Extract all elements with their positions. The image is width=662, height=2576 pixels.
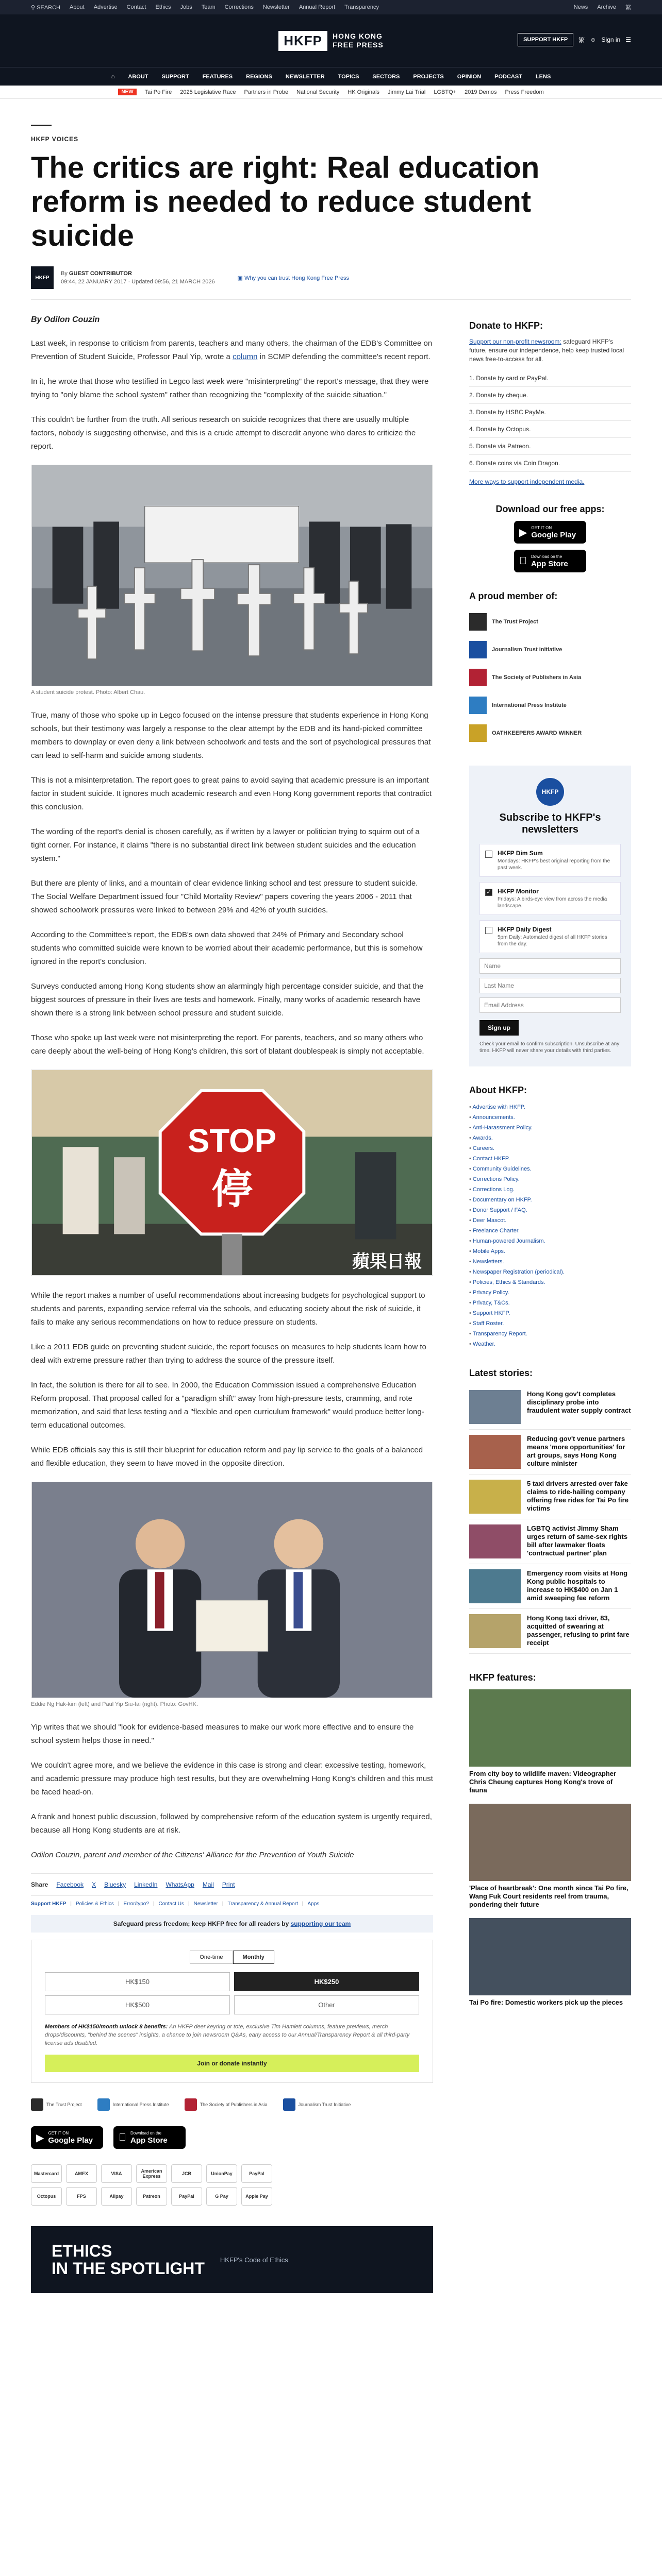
- payment-logo: FPS: [66, 2187, 97, 2206]
- user-icon[interactable]: ☺: [590, 36, 597, 43]
- about-link[interactable]: • Human-powered Journalism.: [469, 1236, 631, 1246]
- trending-link[interactable]: HK Originals: [347, 89, 380, 95]
- paragraph: A frank and honest public discussion, followed by comprehensive reform of the education system is urgently required, because all Hong Kong students are at risk.: [31, 1812, 432, 1835]
- about-link[interactable]: • Staff Roster.: [469, 1318, 631, 1329]
- newsletter-desc: Fridays: A birds-eye view from across the media landscape.: [498, 896, 607, 909]
- about-link[interactable]: • Privacy Policy.: [469, 1287, 631, 1298]
- about-link[interactable]: • Careers.: [469, 1143, 631, 1154]
- logo-mark: HKFP: [278, 31, 327, 51]
- story-item[interactable]: [469, 1475, 631, 1519]
- about-link[interactable]: • Anti-Harassment Policy.: [469, 1123, 631, 1133]
- support-button[interactable]: SUPPORT HKFP: [518, 33, 573, 46]
- donate-option[interactable]: 1. Donate by card or PayPal.: [469, 370, 631, 387]
- sidebar-heading: A proud member of:: [469, 591, 558, 601]
- trending-link[interactable]: Jimmy Lai Trial: [388, 89, 426, 95]
- sopa-icon: [185, 2098, 197, 2111]
- sidebar-heading: Latest stories:: [469, 1368, 533, 1378]
- story-item[interactable]: [469, 1564, 631, 1609]
- app-store-button[interactable]: Download on the App Store: [514, 550, 586, 572]
- story-thumbnail: [469, 1390, 521, 1424]
- member-badge[interactable]: International Press Institute: [469, 691, 631, 719]
- masthead: [0, 14, 662, 67]
- amount-options: [45, 1972, 419, 2014]
- member-badge[interactable]: OATHKEEPERS AWARD WINNER: [469, 719, 631, 747]
- share-mail[interactable]: Mail: [202, 1881, 214, 1888]
- sopa-icon: [469, 669, 487, 686]
- feature-title: From city boy to wildlife maven: Videographer Chris Cheung captures Hong Kong's trove of fauna: [469, 1770, 617, 1794]
- ethics-subtitle: HKFP's Code of Ethics: [220, 2256, 288, 2264]
- nav-item[interactable]: TOPICS: [338, 73, 359, 80]
- oathkeepers-icon: [469, 724, 487, 742]
- utility-link[interactable]: Jobs: [180, 4, 192, 10]
- nav-item[interactable]: ABOUT: [128, 73, 148, 80]
- utility-link[interactable]: Team: [201, 4, 216, 10]
- stop-sign-text: STOP: [187, 1123, 277, 1160]
- payment-logo: UnionPay: [206, 2164, 237, 2183]
- share-print[interactable]: Print: [222, 1881, 235, 1888]
- share-linkedin[interactable]: LinkedIn: [134, 1881, 158, 1888]
- about-link[interactable]: • Announcements.: [469, 1112, 631, 1123]
- newsletter-desc: 5pm Daily: Automated digest of all HKFP stories from the day.: [498, 935, 607, 947]
- about-link[interactable]: • Newspaper Registration (periodical).: [469, 1267, 631, 1277]
- footer-link[interactable]: Error/typo?: [123, 1901, 149, 1907]
- trust-project-badge[interactable]: The Trust Project: [31, 2098, 82, 2111]
- donate-option[interactable]: 2. Donate by cheque.: [469, 387, 631, 404]
- feature-item[interactable]: [469, 1689, 631, 1794]
- paragraph: The wording of the report's denial is chosen carefully, as if written by a lawyer or politician trying to squirm out of a tight corner. For instance, it claims "there is no substantial direct link between student suicides and the education system.": [31, 827, 420, 863]
- donation-widget: [31, 1940, 433, 2083]
- feature-item[interactable]: [469, 1918, 631, 2007]
- story-thumbnail: [469, 1435, 521, 1469]
- checkbox[interactable]: [485, 927, 492, 934]
- newsletter-option[interactable]: [479, 882, 621, 915]
- payment-logo: G Pay: [206, 2187, 237, 2206]
- checkbox[interactable]: [485, 851, 492, 858]
- sopa-badge[interactable]: The Society of Publishers in Asia: [185, 2098, 268, 2111]
- trending-link[interactable]: 2019 Demos: [465, 89, 497, 95]
- feature-image: [469, 1918, 631, 1995]
- trending-link[interactable]: National Security: [296, 89, 340, 95]
- trust-project-icon: [469, 613, 487, 631]
- article-header: [0, 99, 662, 300]
- payment-logo: AMEX: [66, 2164, 97, 2183]
- nav-item[interactable]: SUPPORT: [161, 73, 189, 80]
- paragraph: Those who spoke up last week were not misinterpreting the report. For parents, teachers, and so many others who care deeply about the well-being of Hong Kong's children, this sort of blatant doublespeak is simply not acceptable.: [31, 1033, 424, 1056]
- share-label: Share: [31, 1881, 48, 1888]
- nav-item[interactable]: REGIONS: [246, 73, 272, 80]
- nav-item[interactable]: FEATURES: [202, 73, 233, 80]
- member-section: [469, 591, 631, 747]
- divider: |: [153, 1901, 155, 1907]
- paragraph: But there are plenty of links, and a mountain of clear evidence linking school and test pressure to student suicide. The Social Welfare Department issued four "Child Mortality Review" papers covering the years 2006 - 2011 that showed schoolwork pressures were linked to between 29% and 42% of youth suicides.: [31, 879, 418, 914]
- nav-item[interactable]: PROJECTS: [413, 73, 444, 80]
- about-link[interactable]: • Contact HKFP.: [469, 1154, 631, 1164]
- utility-link[interactable]: Transparency: [344, 4, 379, 10]
- benefits-lead: Members of HK$150/month unlock 8 benefits:: [45, 2024, 168, 2030]
- story-thumbnail: [469, 1480, 521, 1514]
- nav-item[interactable]: PODCAST: [494, 73, 522, 80]
- latest-stories: [469, 1368, 631, 1654]
- divider: |: [70, 1901, 72, 1907]
- feature-image: [469, 1689, 631, 1767]
- app-store-button[interactable]: Download on the App Store: [113, 2126, 186, 2149]
- divider: |: [302, 1901, 304, 1907]
- feature-title: Tai Po fire: Domestic workers pick up the pieces: [469, 1998, 623, 2006]
- article-author: By Odilon Couzin: [31, 315, 100, 324]
- about-link[interactable]: • Advertise with HKFP.: [469, 1102, 631, 1112]
- story-thumbnail: [469, 1524, 521, 1558]
- donate-intro: Support our non-profit newsroom: safeguard HKFP's future, ensure our independence, help keep trusted local news free-to-access for all.: [469, 338, 624, 363]
- about-link[interactable]: • Corrections Policy.: [469, 1174, 631, 1184]
- feature-title: 'Place of heartbreak': One month since Tai Po fire, Wang Fuk Court residents reel from trauma, pondering their future: [469, 1884, 628, 1908]
- story-title: LGBTQ activist Jimmy Sham urges return of same-sex rights bill after lawmaker floats 'contractual partner' plan: [527, 1524, 628, 1557]
- about-link[interactable]: • Weather.: [469, 1339, 631, 1349]
- last-name-input[interactable]: [479, 978, 621, 993]
- feature-item[interactable]: [469, 1804, 631, 1909]
- apple-icon: [519, 555, 527, 567]
- stop-sign-zh: 停: [211, 1165, 253, 1213]
- member-badges-row: [31, 2098, 433, 2111]
- payment-methods: [31, 2164, 433, 2206]
- newsletter-desc: Mondays: HKFP's best original reporting from the past week.: [498, 858, 610, 871]
- benefits-text: An HKFP deer keyring or tote, exclusive Tim Hamlett columns, feature previews, merch drops/discounts, "behind the scenes" insights, a chance to join newsroom Q&As, early access to our Annual/Transparency Report & all third-party license ads disabled.: [45, 2024, 410, 2046]
- apps-section: [469, 504, 631, 572]
- trending-link[interactable]: Press Freedom: [505, 89, 544, 95]
- article-body: [31, 300, 433, 2293]
- utility-bar: [0, 0, 662, 14]
- frequency-toggle: [45, 1951, 419, 1964]
- about-link[interactable]: • Awards.: [469, 1133, 631, 1143]
- signin-link[interactable]: Sign in: [601, 36, 621, 43]
- footer-link[interactable]: Transparency & Annual Report: [227, 1901, 298, 1907]
- kicker-rule: [31, 125, 52, 126]
- features-section: [469, 1672, 631, 2007]
- logo-wordmark: [333, 32, 384, 49]
- monthly-option[interactable]: Monthly: [233, 1951, 274, 1964]
- byline-meta: [61, 269, 215, 286]
- newsletter-name: HKFP Daily Digest: [498, 926, 552, 933]
- donate-option[interactable]: 5. Donate via Patreon.: [469, 438, 631, 455]
- more-ways-link[interactable]: More ways to support independent media.: [469, 478, 585, 485]
- jti-icon: [469, 641, 487, 658]
- paragraph: This is not a misinterpretation. The report goes to great pains to avoid saying that academic pressure is an important factor in student suicide. It ignores much academic research and even Hong Kong government reports that contradict this conclusion.: [31, 776, 432, 811]
- hkfp-badge: HKFP: [536, 778, 564, 806]
- donate-option[interactable]: 4. Donate by Octopus.: [469, 421, 631, 438]
- donate-option[interactable]: 6. Donate coins via Coin Dragon.: [469, 455, 631, 472]
- first-name-input[interactable]: [479, 958, 621, 974]
- paragraph: While the report makes a number of useful recommendations about increasing budgets for psychological support to students and parents, expanding service referral via the schools, and educating society about the risk of suicide, it fails to make any serious recommendations on how to reduce pressure on students.: [31, 1291, 425, 1327]
- trending-link[interactable]: LGBTQ+: [434, 89, 457, 95]
- jti-icon: [283, 2098, 295, 2111]
- trust-link[interactable]: ▣ Why you can trust Hong Kong Free Press: [237, 275, 350, 281]
- email-input[interactable]: [479, 997, 621, 1013]
- sidebar-heading: HKFP features:: [469, 1672, 536, 1683]
- footer-link[interactable]: Support HKFP: [31, 1901, 67, 1907]
- story-item[interactable]: [469, 1519, 631, 1564]
- author-bio: Odilon Couzin, parent and member of the Citizens' Alliance for the Prevention of Youth Suicide: [31, 1851, 354, 1859]
- byline-author[interactable]: GUEST CONTRIBUTOR: [69, 270, 132, 277]
- member-benefits: [45, 2023, 419, 2047]
- checkbox-checked[interactable]: ✓: [485, 889, 492, 896]
- paragraph: We couldn't agree more, and we believe the evidence in this case is strong and clear: excessive testing, homework, and academic pressure may produce high test results, but they are overwhelming Hong Kong's children and this must be faced head-on.: [31, 1761, 433, 1797]
- feature-image: [469, 1804, 631, 1881]
- about-link[interactable]: • Community Guidelines.: [469, 1164, 631, 1174]
- newsletter-option[interactable]: [479, 844, 621, 877]
- share-facebook[interactable]: Facebook: [56, 1881, 84, 1888]
- sidebar: [469, 300, 631, 2293]
- donate-options: [469, 370, 631, 472]
- article-kicker[interactable]: HKFP VOICES: [31, 135, 79, 143]
- payment-logo: Apple Pay: [241, 2187, 272, 2206]
- content-wrap: [0, 300, 662, 2293]
- about-link[interactable]: • Newsletters.: [469, 1257, 631, 1267]
- story-title: Reducing gov't venue partners means 'more opportunities' for art groups, says Hong Kong culture minister: [527, 1435, 625, 1467]
- divider: |: [188, 1901, 190, 1907]
- about-link[interactable]: • Support HKFP.: [469, 1308, 631, 1318]
- story-item[interactable]: [469, 1385, 631, 1430]
- app-buttons: [31, 2126, 433, 2149]
- member-badge[interactable]: The Trust Project: [469, 608, 631, 636]
- home-icon[interactable]: ⌂: [111, 73, 115, 80]
- one-time-option[interactable]: One-time: [190, 1951, 233, 1964]
- share-bar: [31, 1873, 433, 1888]
- utility-link[interactable]: Newsletter: [262, 4, 290, 10]
- logo-line: FREE PRESS: [333, 41, 384, 49]
- paragraph: In fact, the solution is there for all to see. In 2000, the Education Commission issued a comprehensive Education Reform proposal. That proposal called for a "paradigm shift" away from high-pressure tests, cramming, and rote memorization, and said that less testing and a "flexible and open curriculum framework" would produce better long-term educational outcomes.: [31, 1381, 424, 1430]
- payment-logo: Alipay: [101, 2187, 132, 2206]
- utility-link[interactable]: Contact: [126, 4, 146, 10]
- payment-logo: Mastercard: [31, 2164, 62, 2183]
- ethics-title: ETHICS: [52, 2242, 112, 2260]
- nav-item[interactable]: NEWSLETTER: [285, 73, 325, 80]
- nav-item[interactable]: SECTORS: [372, 73, 400, 80]
- donate-option[interactable]: 3. Donate by HSBC PayMe.: [469, 404, 631, 421]
- signup-button[interactable]: Sign up: [479, 1020, 519, 1036]
- share-x[interactable]: X: [92, 1881, 96, 1888]
- support-link[interactable]: Support our non-profit newsroom:: [469, 338, 561, 345]
- about-link[interactable]: • Privacy, T&Cs.: [469, 1298, 631, 1308]
- google-play-icon: ▶: [36, 2132, 44, 2144]
- utility-link[interactable]: Archive: [597, 4, 616, 10]
- member-badge[interactable]: The Society of Publishers in Asia: [469, 664, 631, 691]
- amount-option-selected[interactable]: HK$250: [234, 1972, 419, 1991]
- utility-link[interactable]: About: [69, 4, 85, 10]
- author-avatar: HKFP: [31, 266, 54, 289]
- search-link[interactable]: ⚲ SEARCH: [31, 4, 60, 11]
- story-thumbnail: [469, 1569, 521, 1603]
- story-title: Hong Kong gov't completes disciplinary probe into fraudulent water supply contract: [527, 1390, 631, 1414]
- about-link[interactable]: • Deer Mascot.: [469, 1215, 631, 1226]
- about-link[interactable]: • Documentary on HKFP.: [469, 1195, 631, 1205]
- amount-option[interactable]: HK$150: [45, 1972, 230, 1991]
- trust-project-icon: [31, 2098, 43, 2111]
- payment-logo: PayPal: [171, 2187, 202, 2206]
- trending-link[interactable]: Tai Po Fire: [144, 89, 172, 95]
- story-item[interactable]: [469, 1609, 631, 1654]
- article-dates: 09:44, 22 JANUARY 2017 · Updated 09:56, 21 MARCH 2026: [61, 279, 215, 285]
- subscribe-note: Check your email to confirm subscription. Unsubscribe at any time. HKFP will never share your details with third parties.: [479, 1041, 620, 1054]
- paragraph: While EDB officials say this is still their blueprint for education reform and pay lip service to the goals of a balanced and flexible education, they seem to have moved in the opposite direction.: [31, 1446, 423, 1468]
- paragraph: Surveys conducted among Hong Kong students show an alarmingly high percentage consider suicide, and that the biggest sources of pressure in their lives are tests and homework. Finally, many works of academic research have shown there is a strong link between school pressure and student suicide.: [31, 982, 424, 1018]
- ethics-title: IN THE SPOTLIGHT: [52, 2259, 205, 2278]
- paragraph: Last week, in response to criticism from parents, teachers and many others, the chairman of the EDB's Committee on Prevention of Student Suicide, Professor Paul Yip, wrote a column in SCMP defending the committee's recent report.: [31, 339, 433, 361]
- newsletter-title: Subscribe to HKFP's newsletters: [499, 812, 601, 835]
- nav-item[interactable]: LENS: [535, 73, 551, 80]
- about-link[interactable]: • Freelance Charter.: [469, 1226, 631, 1236]
- sidebar-heading: Donate to HKFP:: [469, 320, 543, 331]
- about-link[interactable]: • Corrections Log.: [469, 1184, 631, 1195]
- stop-sign-photo: [31, 1070, 433, 1276]
- about-link[interactable]: • Policies, Ethics & Standards.: [469, 1277, 631, 1287]
- paragraph: According to the Committee's report, the EDB's own data showed that 24% of Primary and Secondary school students who committed suicide were known to be worried about their academic performance, but this is somehow ignored in the report's conclusion.: [31, 930, 423, 966]
- about-links: [469, 1102, 631, 1349]
- newsletter-name: HKFP Dim Sum: [498, 850, 543, 857]
- google-play-button[interactable]: ▶ GET IT ON Google Play: [31, 2126, 103, 2149]
- story-item[interactable]: [469, 1430, 631, 1475]
- join-button[interactable]: Join or donate instantly: [45, 2055, 419, 2072]
- jti-badge[interactable]: Journalism Trust Initiative: [283, 2098, 351, 2111]
- story-title: Hong Kong taxi driver, 83, acquitted of swearing at passenger, refusing to print fare receipt: [527, 1614, 630, 1647]
- newsletter-option[interactable]: [479, 920, 621, 953]
- safeguard-text: Safeguard press freedom; keep HKFP free for all readers by: [113, 1920, 289, 1927]
- logo-line: HONG KONG: [333, 32, 383, 40]
- footer-link[interactable]: Policies & Ethics: [75, 1901, 114, 1907]
- sidebar-heading: About HKFP:: [469, 1085, 527, 1095]
- story-thumbnail: [469, 1614, 521, 1648]
- about-link[interactable]: • Donor Support / FAQ.: [469, 1205, 631, 1215]
- trending-link[interactable]: 2025 Legislative Race: [180, 89, 236, 95]
- article-headline: The critics are right: Real education reform is needed to reduce student suicide: [31, 151, 540, 252]
- story-title: Emergency room visits at Hong Kong public hospitals to increase to HK$400 on Jan 1 amid sweeping fee reform: [527, 1569, 628, 1602]
- column-link[interactable]: column: [233, 352, 258, 361]
- masthead-actions: [518, 33, 631, 46]
- member-badge[interactable]: Journalism Trust Initiative: [469, 636, 631, 664]
- utility-link[interactable]: Corrections: [224, 4, 254, 10]
- protest-photo: [31, 465, 433, 686]
- photo-caption: Eddie Ng Hak-kim (left) and Paul Yip Siu-fai (right). Photo: GovHK.: [31, 1701, 198, 1707]
- apple-icon: [119, 2132, 126, 2144]
- ethics-banner[interactable]: [31, 2226, 433, 2293]
- payment-logo: Octopus: [31, 2187, 62, 2206]
- photo-watermark: 蘋果日報: [352, 1251, 422, 1272]
- main-nav: [0, 67, 662, 86]
- utility-link[interactable]: Annual Report: [299, 4, 336, 10]
- share-whatsapp[interactable]: WhatsApp: [166, 1881, 194, 1888]
- paragraph: Yip writes that we should "look for evidence-based measures to make our work more effective and to ensure the school system helps those in need.": [31, 1723, 414, 1745]
- about-link[interactable]: • Transparency Report.: [469, 1329, 631, 1339]
- language-switch[interactable]: 繁: [578, 36, 585, 44]
- newsletter-signup: [469, 766, 631, 1066]
- by-label: By: [61, 270, 68, 277]
- footer-link[interactable]: Newsletter: [193, 1901, 218, 1907]
- story-title: 5 taxi drivers arrested over fake claims to ride-hailing company offering free rides for Tai Po fire victims: [527, 1480, 628, 1512]
- donate-section: [469, 320, 631, 485]
- payment-logo: American Express: [136, 2164, 167, 2183]
- share-bluesky[interactable]: Bluesky: [104, 1881, 126, 1888]
- support-team-link[interactable]: supporting our team: [290, 1920, 351, 1927]
- ipi-icon: [97, 2098, 110, 2111]
- menu-icon[interactable]: ☰: [625, 36, 631, 43]
- google-play-button[interactable]: ▶ GET IT ON Google Play: [514, 521, 586, 544]
- utility-link[interactable]: News: [573, 4, 588, 10]
- paragraph: Like a 2011 EDB guide on preventing student suicide, the report focuses on measures to help students learn how to deal with extreme pressure rather than trying to address the source of the pressure itself.: [31, 1343, 426, 1365]
- newsletter-name: HKFP Monitor: [498, 888, 539, 895]
- payment-logo: JCB: [171, 2164, 202, 2183]
- article-footer-links: [31, 1895, 433, 1907]
- paragraph: True, many of those who spoke up in Legco focused on the intense pressure that students experience in Hong Kong schools, but their testimony was largely a response to the clear attempt by the EDB and its hand-picked committee members to downplay or even deny a link between schoolwork and tests and the sort of psychological pressures that can lead to self-harm and suicide among students.: [31, 711, 431, 760]
- officials-photo: [31, 1482, 433, 1698]
- sidebar-heading: Download our free apps:: [495, 504, 605, 514]
- payment-logo: Patreon: [136, 2187, 167, 2206]
- nav-item[interactable]: OPINION: [457, 73, 482, 80]
- safeguard-banner: [31, 1915, 433, 1933]
- new-badge: NEW: [118, 89, 136, 95]
- payment-logo: VISA: [101, 2164, 132, 2183]
- paragraph: In it, he wrote that those who testified in Legco last week were "misinterpreting" the report's message, that they were trying to "only blame the school system" rather than recognizing the "complexity of the suicide situation.": [31, 377, 429, 399]
- language-link[interactable]: 繁: [625, 5, 631, 11]
- divider: |: [222, 1901, 224, 1907]
- footer-link[interactable]: Contact Us: [158, 1901, 185, 1907]
- ipi-badge[interactable]: International Press Institute: [97, 2098, 169, 2111]
- trending-link[interactable]: Partners in Probe: [244, 89, 289, 95]
- utility-link[interactable]: Ethics: [155, 4, 171, 10]
- utility-link[interactable]: Advertise: [93, 4, 118, 10]
- byline: [31, 266, 631, 300]
- about-link[interactable]: • Mobile Apps.: [469, 1246, 631, 1257]
- amount-option[interactable]: HK$500: [45, 1995, 230, 2014]
- trending-bar: [0, 86, 662, 99]
- amount-option[interactable]: Other: [234, 1995, 419, 2014]
- payment-logo: PayPal: [241, 2164, 272, 2183]
- footer-link[interactable]: Apps: [307, 1901, 320, 1907]
- site-logo[interactable]: [278, 31, 383, 51]
- about-section: [469, 1085, 631, 1349]
- paragraph: This couldn't be further from the truth. All serious research on suicide recognizes that there are usually multiple factors, nobody is suggesting otherwise, and this is a crude attempt to discredit anyone who dares to criticize the report.: [31, 415, 416, 451]
- divider: |: [118, 1901, 120, 1907]
- photo-caption: A student suicide protest. Photo: Albert Chau.: [31, 689, 145, 696]
- ipi-icon: [469, 697, 487, 714]
- google-play-icon: ▶: [519, 527, 527, 538]
